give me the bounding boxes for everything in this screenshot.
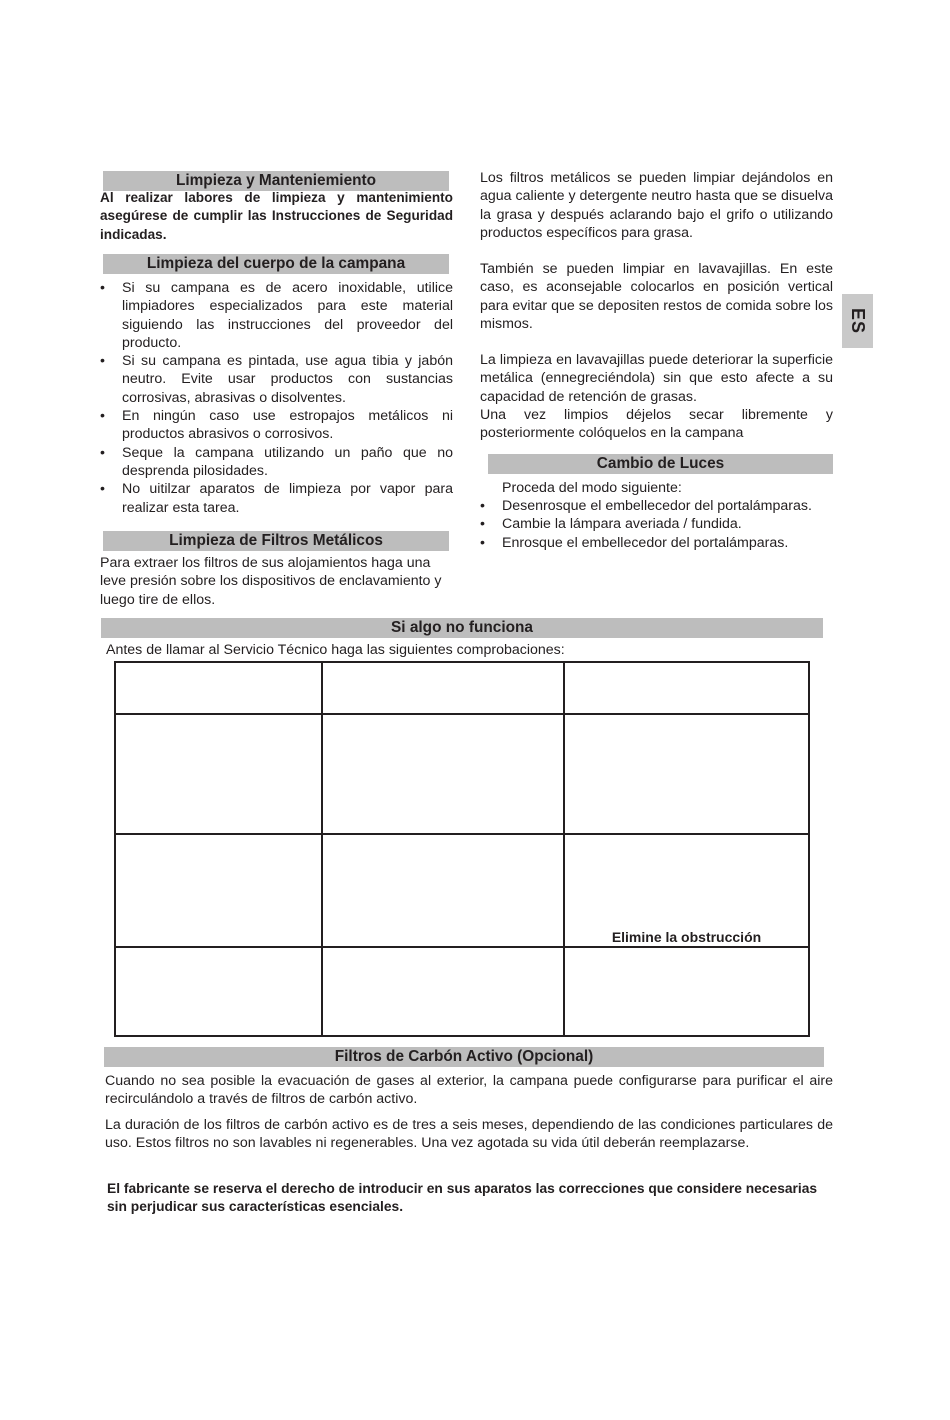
language-tab: [842, 294, 873, 348]
table-cell: [115, 947, 322, 1036]
dishwasher-warning-paragraph: La limpieza en lavavajillas puede deteriorar la superficie metálica (ennegreciéndola) sin que esto afecte a su capacidad de retención de grasas.: [480, 352, 833, 405]
table-row: [115, 834, 809, 947]
obstruction-remedy-cell: Elimine la obstrucción: [564, 834, 809, 947]
carbon-filters-heading: Filtros de Carbón Activo (Opcional): [104, 1047, 824, 1067]
list-item: • Si su campana es pintada, use agua tibia y jabón neutro. Evite usar productos con sustancias corrosivas, abrasivas o disolventes.: [100, 352, 453, 407]
table-row: [115, 662, 809, 714]
troubleshooting-table: [114, 661, 810, 1037]
carbon-filters-paragraph-1: Cuando no sea posible la evacuación de gases al exterior, la campana puede configurarse para purificar el aire recirculándolo a través de filtros de carbón activo.: [105, 1073, 833, 1108]
table-cell: [115, 834, 322, 947]
table-cell: [115, 714, 322, 834]
dishwasher-paragraph: También se pueden limpiar en lavavajillas. En este caso, es aconsejable colocarlos en posición vertical para evitar que se depositen restos de comida sobre los mismos.: [480, 261, 833, 332]
table-cell: [115, 662, 322, 714]
table-cell: [322, 947, 564, 1036]
table-cell: [564, 714, 809, 834]
drying-paragraph: Una vez limpios déjelos secar libremente y posteriormente colóquelos en la campana: [480, 407, 833, 442]
filters-cleaning-paragraph: Los filtros metálicos se pueden limpiar dejándolos en agua caliente y detergente neutro hasta que se disuelva la grasa y después aclarando bajo el grifo o utilizando productos específicos para grasa.: [480, 170, 833, 241]
carbon-filters-paragraph-2: La duración de los filtros de carbón activo es de tres a seis meses, dependiendo de las condiciones particulares de uso. Estos filtros no son lavables ni regenerables. Una vez agotada su vida útil deberán reemplazarse.: [105, 1117, 833, 1152]
table-row: [115, 714, 809, 834]
lights-heading: Cambio de Luces: [488, 454, 833, 474]
filters-heading: Limpieza de Filtros Metálicos: [103, 531, 449, 551]
list-item: • Seque la campana utilizando un paño que no desprenda pilosidades.: [100, 444, 453, 481]
list-item: • En ningún caso use estropajos metálicos ni productos abrasivos o corrosivos.: [100, 407, 453, 444]
lights-intro: Proceda del modo siguiente:: [502, 480, 682, 496]
table-cell: [322, 714, 564, 834]
filters-text: Para extraer los filtros de sus alojamientos haga una leve presión sobre los dispositivos de enclavamiento y luego tire de ellos.: [100, 555, 442, 608]
safety-warning: Al realizar labores de limpieza y mantenimiento asegúrese de cumplir las Instrucciones de Seguridad indicadas.: [100, 190, 453, 242]
table-cell: [564, 662, 809, 714]
language-tab-label: ES: [847, 307, 868, 335]
list-item: • Desenrosque el embellecedor del portalámparas.: [480, 497, 840, 515]
table-cell: [322, 834, 564, 947]
cleaning-heading: Limpieza y Manteniemiento: [103, 171, 449, 191]
table-cell: [564, 947, 809, 1036]
table-cell: [322, 662, 564, 714]
body-cleaning-list: [100, 279, 453, 517]
troubleshooting-heading: Si algo no funciona: [101, 618, 823, 638]
table-row: [115, 947, 809, 1036]
list-item: • Cambie la lámpara averiada / fundida.: [480, 515, 840, 533]
lights-steps-list: [480, 497, 840, 552]
troubleshooting-intro: Antes de llamar al Servicio Técnico haga las siguientes comprobaciones:: [106, 642, 565, 658]
body-cleaning-heading: Limpieza del cuerpo de la campana: [103, 254, 449, 274]
list-item: • Enrosque el embellecedor del portalámparas.: [480, 534, 840, 552]
list-item: • Si su campana es de acero inoxidable, utilice limpiadores especializados para este material siguiendo las instrucciones del proveedor del producto.: [100, 279, 453, 352]
list-item: • No uitilzar aparatos de limpieza por vapor para realizar esta tarea.: [100, 480, 453, 517]
manufacturer-disclaimer: El fabricante se reserva el derecho de introducir en sus aparatos las correcciones que considere necesarias sin perjudicar sus características esenciales.: [107, 1181, 818, 1215]
